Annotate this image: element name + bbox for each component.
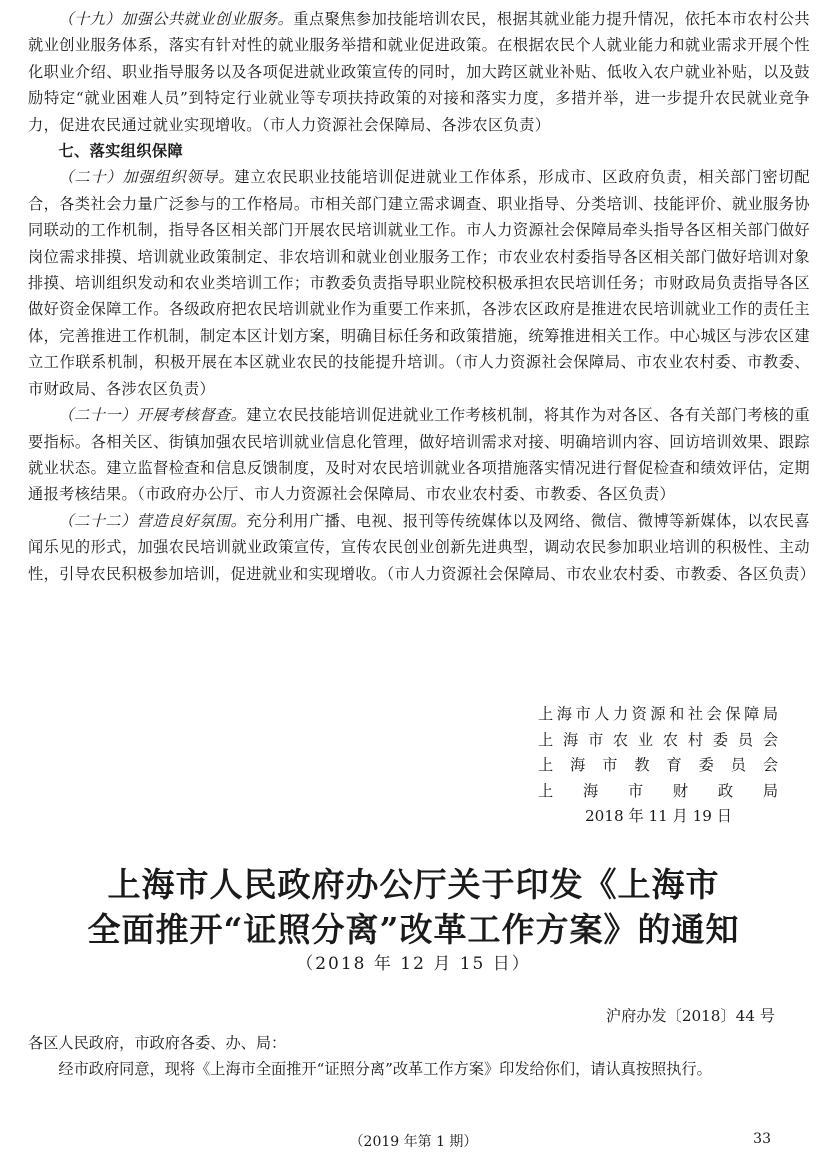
notice-body: [28, 1030, 810, 1082]
signature-org-finance-bureau: 上海市财政局: [538, 781, 778, 800]
paragraph-19: [28, 6, 810, 138]
notice-title-line-2: 全面推开“证照分离”改革工作方案》的通知: [87, 910, 740, 949]
notice-date: （2018 年 12 月 15 日）: [296, 954, 531, 974]
signature-block: [538, 702, 778, 830]
paragraph-19-text: 重点聚焦参加技能培训农民，根据其就业能力提升情况，依托本市农村公共就业创业服务体系，落实有针对性的就业服务举措和就业促进政策。在根据农民个人就业能力和就业需求开展个性化职业介绍、职业指导服务以及各项促进就业政策宣传的同时，加大跨区就业补贴、低收入农户就业补贴，以及鼓励特定“就业困难人员”到特定行业就业等专项扶持政策的对接和落实力度，多措并举，进一步提升农民就业竞争力，促进农民通过就业实现增收。（市人力资源社会保障局、各涉农区负责）: [28, 10, 811, 134]
document-number: 沪府办发〔2018〕44 号: [605, 1007, 775, 1025]
paragraph-22-lead: （二十二）营造良好氛围。: [58, 511, 247, 530]
notice-body-text: 经市政府同意，现将《上海市全面推开“证照分离”改革工作方案》印发给你们，请认真按照执行。: [58, 1060, 712, 1078]
paragraph-21-text: 建立农民技能培训促进就业工作考核机制，将其作为对各区、各有关部门考核的重要指标。各相关区、街镇加强农民培训就业信息化管理，做好培训需求对接、明确培训内容、回访培训效果、跟踪就业状态。建立监督检查和信息反馈制度，及时对农民培训就业各项措施落实情况进行督促检查和绩效评估，定期通报考核结果。（市政府办公厅、市人力资源社会保障局、市农业农村委、市教委、各区负责）: [28, 406, 810, 504]
body-text: [28, 6, 816, 587]
notice-title: [0, 862, 827, 952]
paragraph-22: [28, 508, 816, 587]
section-7-heading: 七、落实组织保障: [58, 142, 184, 161]
page-number: 33: [753, 1131, 771, 1147]
paragraph-22-text: 充分利用广播、电视、报刊等传统媒体以及网络、微信、微博等新媒体，以农民喜闻乐见的形式，加强农民培训就业政策宣传，宣传农民创业创新先进典型，调动农民参加职业培训的积极性、主动性，引导农民积极参加培训，促进就业和实现增收。（市人力资源社会保障局、市农业农村委、市教委、各区负责）: [28, 511, 816, 583]
footer-issue: （2019 年第 1 期）: [349, 1134, 478, 1150]
paragraph-20-lead: （二十）加强组织领导。: [58, 168, 235, 187]
signature-org-hr-bureau: 上海市人力资源和社会保障局: [538, 705, 778, 723]
paragraph-21: [28, 402, 810, 508]
notice-title-line-1: 上海市人民政府办公厅关于印发《上海市: [107, 865, 720, 904]
paragraph-19-lead: （十九）加强公共就业创业服务。: [58, 10, 294, 28]
signature-date: 2018 年 11 月 19 日: [584, 807, 732, 825]
paragraph-21-lead: （二十一）开展考核督查。: [58, 406, 247, 425]
paragraph-20: [28, 164, 810, 402]
signature-org-education-committee: 上海市教育委员会: [538, 756, 778, 774]
salutation: 各区人民政府，市政府各委、办、局：: [28, 1034, 287, 1052]
paragraph-20-text: 建立农民职业技能培训促进就业工作体系，形成市、区政府负责，相关部门密切配合，各类社会力量广泛参与的工作格局。市相关部门建立需求调查、职业指导、分类培训、技能评价、就业服务协同联动的工作机制，指导各区相关部门开展农民培训就业工作。市人力资源社会保障局牵头指导各区相关部门做好岗位需求排摸、培训就业政策制定、非农培训和就业创业服务工作；市农业农村委指导各区相关部门做好培训对象排摸、培训组织发动和农业类培训工作；市教委负责指导职业院校积极承担农民培训任务；市财政局负责指导各区做好资金保障工作。各级政府把农民培训就业作为重要工作来抓，各涉农区政府是推进农民培训就业工作的责任主体，完善推进工作机制，制定本区计划方案，明确目标任务和政策措施，统筹推进相关工作。中心城区与涉农区建立工作联系机制，积极开展在本区就业农民的技能提升培训。（市人力资源社会保障局、市农业农村委、市教委、市财政局、各涉农区负责）: [28, 168, 811, 398]
signature-org-agriculture-committee: 上海市农业农村委员会: [538, 730, 778, 749]
